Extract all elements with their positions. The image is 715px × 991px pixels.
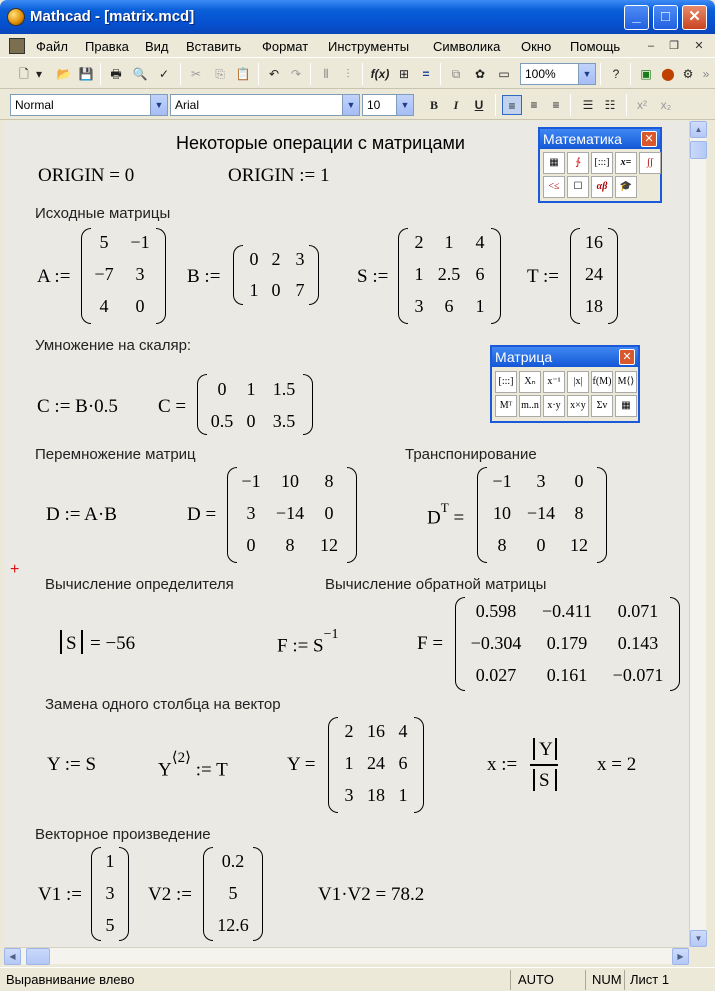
c-definition[interactable]: C := B·0.5 xyxy=(37,396,118,417)
vector-sum-icon[interactable]: Σv xyxy=(591,395,613,417)
determinant-label[interactable]: Вычисление определителя xyxy=(45,576,234,593)
worksheet[interactable] xyxy=(4,121,689,947)
matrix-t-name[interactable]: T := xyxy=(527,266,560,287)
bullets-icon[interactable]: ☰ xyxy=(582,98,594,112)
status-bar xyxy=(0,967,715,991)
matrix-cell: 0.027 xyxy=(475,665,517,685)
matrix-cell: 2.5 xyxy=(437,264,461,284)
matrix-cell: 1 xyxy=(246,379,256,399)
inverse-label[interactable]: Вычисление обратной матрицы xyxy=(325,576,547,593)
menu-format[interactable]: Формат xyxy=(262,39,309,54)
matrix-cell: 5 xyxy=(228,883,238,903)
matrix-cell: 4 xyxy=(475,232,485,252)
paste-icon[interactable]: 📋 xyxy=(235,67,251,81)
column-icon[interactable]: M⟨⟩ xyxy=(615,371,637,393)
determinant-value[interactable]: = −56 xyxy=(90,633,136,654)
matrix-multiplication-label[interactable]: Перемножение матриц xyxy=(35,446,196,463)
fraction-bar xyxy=(530,764,558,766)
status-message: Выравнивание влево xyxy=(6,972,135,987)
matrix-cell: 1 xyxy=(105,851,115,871)
scroll-down-icon[interactable]: ▼ xyxy=(690,930,707,947)
greek-icon[interactable]: αβ xyxy=(591,176,613,198)
new-icon[interactable]: 🗋 xyxy=(19,67,29,81)
programming-icon[interactable]: ☐ xyxy=(567,176,589,198)
abs-bar-left xyxy=(533,769,535,791)
y-column-base: Y xyxy=(158,759,172,781)
column-replacement-label[interactable]: Замена одного столбца на вектор xyxy=(45,696,281,713)
y-definition[interactable]: Y := S xyxy=(47,754,97,775)
style-value: Normal xyxy=(15,98,54,112)
status-page: Лист 1 xyxy=(630,972,670,987)
matrix-d-transpose[interactable] xyxy=(477,467,607,563)
menu-insert[interactable]: Вставить xyxy=(186,39,242,54)
close-button[interactable]: ✕ xyxy=(682,5,707,30)
vector-v2[interactable] xyxy=(203,847,263,941)
matrix-cell: 0 xyxy=(246,411,256,431)
picture-icon[interactable]: ▦ xyxy=(615,395,637,417)
d-definition[interactable]: D := A·B xyxy=(46,504,117,525)
inverse-exponent: −1 xyxy=(323,627,339,642)
smartsketch-icon[interactable]: ⬤ xyxy=(661,67,675,81)
dot-product-evaluation[interactable]: V1·V2 = 78.2 xyxy=(318,884,425,905)
matrix-cell: 1 xyxy=(475,296,485,316)
dot-product-icon[interactable]: x·y xyxy=(543,395,565,417)
matrix-cell: 8 xyxy=(324,471,334,491)
menu-bar xyxy=(0,34,715,58)
matrix-cell: 4 xyxy=(398,721,408,741)
status-num: NUM xyxy=(592,972,622,987)
matrix-insert-icon[interactable]: [:::] xyxy=(495,371,517,393)
mathcad-app-icon[interactable] xyxy=(7,8,25,26)
f-evaluation[interactable]: F = xyxy=(417,633,444,654)
transpose-superscript: T xyxy=(440,500,449,515)
matrix-cell: 12.6 xyxy=(217,915,249,935)
determinant-operand[interactable]: S xyxy=(66,633,77,654)
x-denominator[interactable]: S xyxy=(539,770,550,791)
title-bar xyxy=(0,0,715,34)
source-matrices-label[interactable]: Исходные матрицы xyxy=(35,205,171,222)
chevron-down-icon[interactable]: ▼ xyxy=(342,95,359,115)
copy-icon[interactable]: ⎘ xyxy=(215,67,225,81)
matrix-cell: 1 xyxy=(344,753,354,773)
align-left-icon[interactable]: ≡ xyxy=(502,95,522,115)
matrix-cell: 5 xyxy=(99,232,109,252)
chevron-down-icon[interactable]: ▼ xyxy=(578,64,595,84)
matrix-cell: 1 xyxy=(249,280,259,300)
insert-function-icon[interactable]: f(x) xyxy=(370,67,390,81)
inverse-icon[interactable]: x⁻¹ xyxy=(543,371,565,393)
spell-check-icon[interactable]: ✓ xyxy=(158,67,170,81)
window-title: Mathcad - [matrix.mcd] xyxy=(30,8,195,25)
status-auto: AUTO xyxy=(518,972,554,987)
matrix-cell: −1 xyxy=(492,471,512,491)
transpose-icon[interactable]: Mᵀ xyxy=(495,395,517,417)
matrix-cell: 7 xyxy=(295,280,305,300)
f-definition[interactable] xyxy=(277,627,339,657)
matrix-s[interactable] xyxy=(398,228,501,324)
vector-v1[interactable] xyxy=(91,847,129,941)
help-icon[interactable]: ? xyxy=(612,67,620,81)
subscript-index-icon[interactable]: Xₙ xyxy=(519,371,541,393)
matrix-cell: 0 xyxy=(135,296,145,316)
matrix-cell: 6 xyxy=(475,264,485,284)
matrix-cell: 0 xyxy=(217,379,227,399)
menu-edit[interactable]: Правка xyxy=(85,39,129,54)
matrix-cell: 18 xyxy=(367,785,385,805)
toolbar-overflow-icon[interactable]: » xyxy=(702,67,710,81)
zoom-select[interactable] xyxy=(520,63,596,85)
numbering-icon[interactable]: ☷ xyxy=(604,98,616,112)
matrix-palette[interactable] xyxy=(490,345,640,423)
print-icon[interactable]: 🖶 xyxy=(110,67,122,81)
align-down-icon[interactable]: ⫶ xyxy=(346,67,350,81)
matrix-cell: 16 xyxy=(585,232,603,252)
bold-button[interactable]: B xyxy=(429,98,438,112)
matrix-cell: 0.5 xyxy=(210,411,234,431)
math-palette-close-button[interactable]: ✕ xyxy=(641,131,657,147)
undo-icon[interactable]: ↶ xyxy=(268,67,280,81)
underline-button[interactable]: U xyxy=(474,98,484,112)
matrix-cell: 3 xyxy=(344,785,354,805)
matrix-cell: 3.5 xyxy=(272,411,296,431)
save-icon[interactable]: 💾 xyxy=(78,67,94,81)
matrix-cell: −0.071 xyxy=(612,665,664,685)
matrix-d[interactable] xyxy=(227,467,357,563)
f-definition-base: F := S xyxy=(277,635,324,657)
insertion-crosshair: + xyxy=(10,561,20,578)
matrix-cell: 2 xyxy=(271,249,281,269)
matrix-cell: −1 xyxy=(130,232,150,252)
matrix-y[interactable] xyxy=(328,717,424,813)
matrix-cell: 3 xyxy=(135,264,145,284)
matrix-cell: 16 xyxy=(367,721,385,741)
matrix-cell: 24 xyxy=(367,753,385,773)
minimize-button[interactable]: _ xyxy=(624,5,649,30)
matrix-cell: 0 xyxy=(574,471,584,491)
scroll-up-icon[interactable]: ▲ xyxy=(690,121,707,138)
mdi-close-button[interactable]: ✕ xyxy=(694,40,704,52)
d-transpose-base: D xyxy=(427,507,441,529)
redo-icon[interactable]: ↷ xyxy=(290,67,302,81)
matrix-t[interactable] xyxy=(570,228,618,324)
matrix-cell: 0.179 xyxy=(546,633,588,653)
matrix-palette-title: Матрица xyxy=(492,347,638,367)
matrix-cell: 18 xyxy=(585,296,603,316)
matrix-cell: −0.304 xyxy=(470,633,522,653)
insert-hyperlink-icon[interactable]: ⧉ xyxy=(451,67,461,81)
matrix-a-name[interactable]: A := xyxy=(37,266,71,287)
component-wizard-icon[interactable]: ⚙ xyxy=(682,67,694,81)
matrix-cell: −1 xyxy=(241,471,261,491)
vectorize-icon[interactable]: f(M) xyxy=(591,371,613,393)
mdi-restore-button[interactable]: ❐ xyxy=(669,40,679,52)
y-evaluation[interactable]: Y = xyxy=(287,754,316,775)
font-size-select[interactable] xyxy=(362,94,414,116)
superscript-button[interactable]: x² xyxy=(637,98,647,112)
font-size-value: 10 xyxy=(367,98,381,112)
scroll-left-icon[interactable]: ◀ xyxy=(4,948,21,965)
print-preview-icon[interactable]: 🔍 xyxy=(132,67,148,81)
matrix-cell: 24 xyxy=(585,264,603,284)
matrix-s-name[interactable]: S := xyxy=(357,266,389,287)
matrix-cell: 0 xyxy=(249,249,259,269)
matrix-cell: −7 xyxy=(94,264,114,284)
chevron-down-icon[interactable]: ▼ xyxy=(396,95,413,115)
matrix-cell: 3 xyxy=(246,503,256,523)
matrix-cell: 8 xyxy=(285,535,295,555)
matrix-cell: 4 xyxy=(99,296,109,316)
d-evaluation[interactable]: D = xyxy=(187,504,217,525)
worksheet-title: Некоторые операции с матрицами xyxy=(176,133,465,153)
matrix-c[interactable] xyxy=(197,374,313,435)
abs-bar-right xyxy=(555,738,557,760)
mdi-minimize-button[interactable]: – xyxy=(647,40,655,52)
matrix-f[interactable] xyxy=(455,597,680,691)
matrix-cell: 10 xyxy=(281,471,299,491)
x-numerator[interactable]: Y xyxy=(539,739,553,760)
y-column-assignment[interactable] xyxy=(158,750,228,781)
transpose-label[interactable]: Транспонирование xyxy=(405,446,537,463)
matrix-cell: 0.143 xyxy=(617,633,659,653)
matrix-cell: 0 xyxy=(324,503,334,523)
matrix-cell: 2 xyxy=(414,232,424,252)
resource-center-icon[interactable]: ▭ xyxy=(498,67,510,81)
menu-file[interactable]: Файл xyxy=(36,39,68,54)
cross-product-icon[interactable]: x×y xyxy=(567,395,589,417)
scroll-right-icon[interactable]: ▶ xyxy=(672,948,689,965)
matrix-cell: 0 xyxy=(246,535,256,555)
scalar-multiplication-label[interactable]: Умножение на скаляр: xyxy=(35,337,192,354)
abs-bar-right xyxy=(81,630,83,654)
menu-symbolics[interactable]: Символика xyxy=(433,39,501,54)
abs-bar-left xyxy=(533,738,535,760)
horizontal-scrollbar[interactable] xyxy=(4,947,689,964)
calculate-icon[interactable]: = xyxy=(422,67,430,81)
matrix-cell: −14 xyxy=(526,503,556,523)
menu-help[interactable]: Помощь xyxy=(570,39,621,54)
style-select[interactable] xyxy=(10,94,168,116)
matrix-cell: 1 xyxy=(444,232,454,252)
standard-toolbar xyxy=(0,59,715,89)
horizontal-scroll-thumb[interactable] xyxy=(26,948,50,965)
insert-unit-icon[interactable]: ⊞ xyxy=(398,67,410,81)
d-transpose-equals: = xyxy=(453,507,465,529)
c-evaluation[interactable]: C = xyxy=(158,396,187,417)
matrix-cell: 3 xyxy=(536,471,546,491)
matrix-cell: 0.071 xyxy=(617,601,659,621)
matrix-cell: 8 xyxy=(574,503,584,523)
range-icon[interactable]: m..n xyxy=(519,395,541,417)
formatting-toolbar xyxy=(0,90,715,120)
matrix-cell: 8 xyxy=(497,535,507,555)
origin-evaluation[interactable]: ORIGIN = 0 xyxy=(38,165,135,186)
matrix-cell: −0.411 xyxy=(542,601,592,621)
abs-bar-left xyxy=(60,630,62,654)
matrix-cell: 0.161 xyxy=(546,665,588,685)
math-palette[interactable] xyxy=(538,127,662,203)
matrix-cell: −14 xyxy=(275,503,305,523)
matrix-b[interactable] xyxy=(233,245,319,305)
matrix-cell: 0 xyxy=(536,535,546,555)
v1-name[interactable]: V1 := xyxy=(38,884,82,905)
matrix-cell: 0.598 xyxy=(475,601,517,621)
x-evaluation[interactable]: x = 2 xyxy=(597,754,637,775)
vertical-scroll-thumb[interactable] xyxy=(690,141,707,159)
chevron-down-icon[interactable]: ▼ xyxy=(150,95,167,115)
italic-button[interactable]: I xyxy=(453,98,459,112)
x-definition[interactable]: x := xyxy=(487,754,518,775)
new-dropdown-icon[interactable]: ▾ xyxy=(35,67,43,81)
abs-bar-right xyxy=(555,769,557,791)
matrix-b-name[interactable]: B := xyxy=(187,266,221,287)
font-value: Arial xyxy=(175,98,200,112)
graph-icon[interactable]: ∱ xyxy=(567,152,589,174)
matrix-cell: 6 xyxy=(444,296,454,316)
align-across-icon[interactable]: ⫴ xyxy=(323,67,329,81)
font-select[interactable] xyxy=(170,94,360,116)
matrix-palette-icon[interactable]: [:::] xyxy=(591,152,613,174)
document-icon[interactable] xyxy=(9,38,25,54)
v2-name[interactable]: V2 := xyxy=(148,884,192,905)
subscript-button[interactable]: x₂ xyxy=(660,98,672,112)
calculator-icon[interactable]: ▦ xyxy=(543,152,565,174)
matrix-cell: 2 xyxy=(344,721,354,741)
cut-icon[interactable]: ✂ xyxy=(190,67,202,81)
vector-product-label[interactable]: Векторное произведение xyxy=(35,826,211,843)
matrix-cell: 12 xyxy=(320,535,338,555)
matrix-palette-close-button[interactable]: ✕ xyxy=(619,349,635,365)
boolean-icon[interactable]: <≤ xyxy=(543,176,565,198)
calculus-icon[interactable]: ∫ʃ xyxy=(639,152,661,174)
matrix-cell: 1 xyxy=(398,785,408,805)
matrix-cell: 12 xyxy=(570,535,588,555)
determinant-icon[interactable]: |x| xyxy=(567,371,589,393)
matrix-cell: 6 xyxy=(398,753,408,773)
menu-tools[interactable]: Инструменты xyxy=(328,39,410,54)
insert-component-icon[interactable]: ✿ xyxy=(474,67,486,81)
symbolic-icon[interactable]: 🎓 xyxy=(615,176,637,198)
column-superscript: ⟨2⟩ xyxy=(171,750,191,766)
excel-icon[interactable]: ▣ xyxy=(640,67,652,81)
matrix-cell: 3 xyxy=(414,296,424,316)
matrix-cell: 1.5 xyxy=(272,379,296,399)
matrix-cell: 3 xyxy=(295,249,305,269)
matrix-a[interactable] xyxy=(81,228,166,324)
maximize-button[interactable]: □ xyxy=(653,5,678,30)
matrix-cell: 10 xyxy=(493,503,511,523)
matrix-cell: 3 xyxy=(105,883,115,903)
matrix-cell: 0.2 xyxy=(221,851,245,871)
align-center-icon[interactable]: ≡ xyxy=(530,98,538,112)
open-icon[interactable]: 📂 xyxy=(56,67,72,81)
matrix-cell: 0 xyxy=(271,280,281,300)
vertical-scrollbar[interactable] xyxy=(689,121,706,947)
zoom-value: 100% xyxy=(525,67,556,81)
y-column-rhs: := T xyxy=(195,759,228,781)
origin-definition[interactable]: ORIGIN := 1 xyxy=(228,165,330,186)
d-transpose-name[interactable] xyxy=(427,500,465,529)
math-palette-title: Математика xyxy=(540,129,660,149)
evaluation-icon[interactable]: x= xyxy=(615,152,637,174)
menu-window[interactable]: Окно xyxy=(521,39,552,54)
align-right-icon[interactable]: ≡ xyxy=(552,98,560,112)
matrix-cell: 5 xyxy=(105,915,115,935)
menu-view[interactable]: Вид xyxy=(145,39,169,54)
matrix-cell: 1 xyxy=(414,264,424,284)
